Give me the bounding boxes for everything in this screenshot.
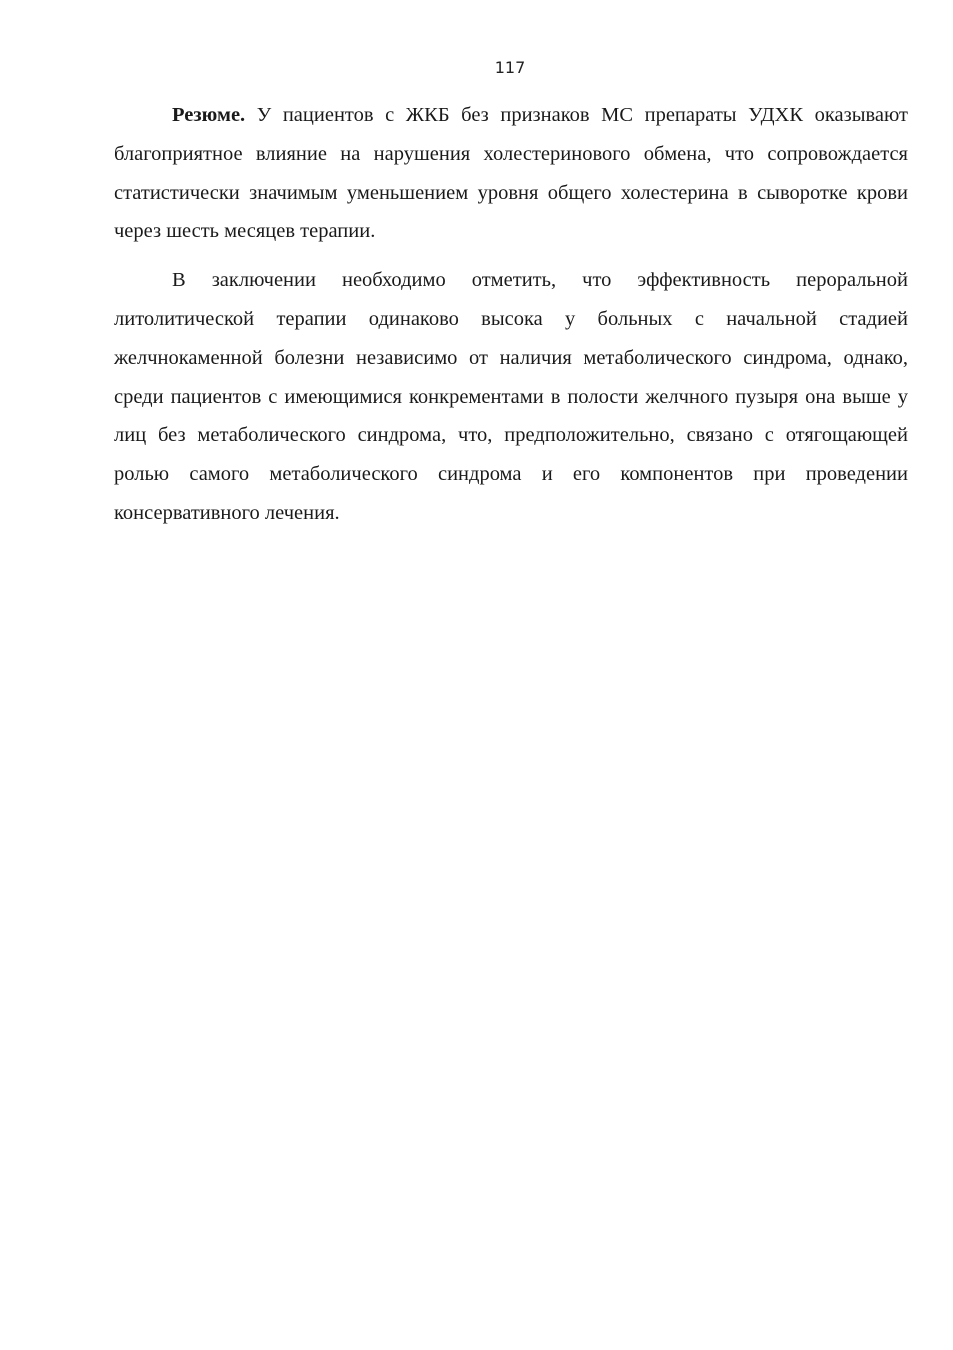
summary-paragraph bbox=[114, 96, 908, 251]
conclusion-text: В заключении необходимо отметить, что эффективность пероральной литолитической терапии одинаково высока у больных с начальной стадией желчнокаменной болезни независимо от наличия метаболического синдрома, однако, среди пациентов с имеющимися конкрементами в полости желчного пузыря она выше у лиц без метаболического синдрома, что, предположительно, связано с отягощающей ролью самого метаболического синдрома и его компонентов при проведении консервативного лечения. bbox=[114, 269, 908, 524]
page-number: 117 bbox=[494, 58, 526, 77]
summary-text: У пациентов с ЖКБ без признаков МС препараты УДХК оказывают благоприятное влияние на нарушения холестеринового обмена, что сопровождается статистически значимым уменьшением уровня общего холестерина в сыворотке крови через шесть месяцев терапии. bbox=[114, 104, 908, 243]
conclusion-paragraph bbox=[114, 261, 908, 533]
summary-heading: Резюме. bbox=[172, 104, 246, 126]
document-body bbox=[114, 96, 908, 543]
